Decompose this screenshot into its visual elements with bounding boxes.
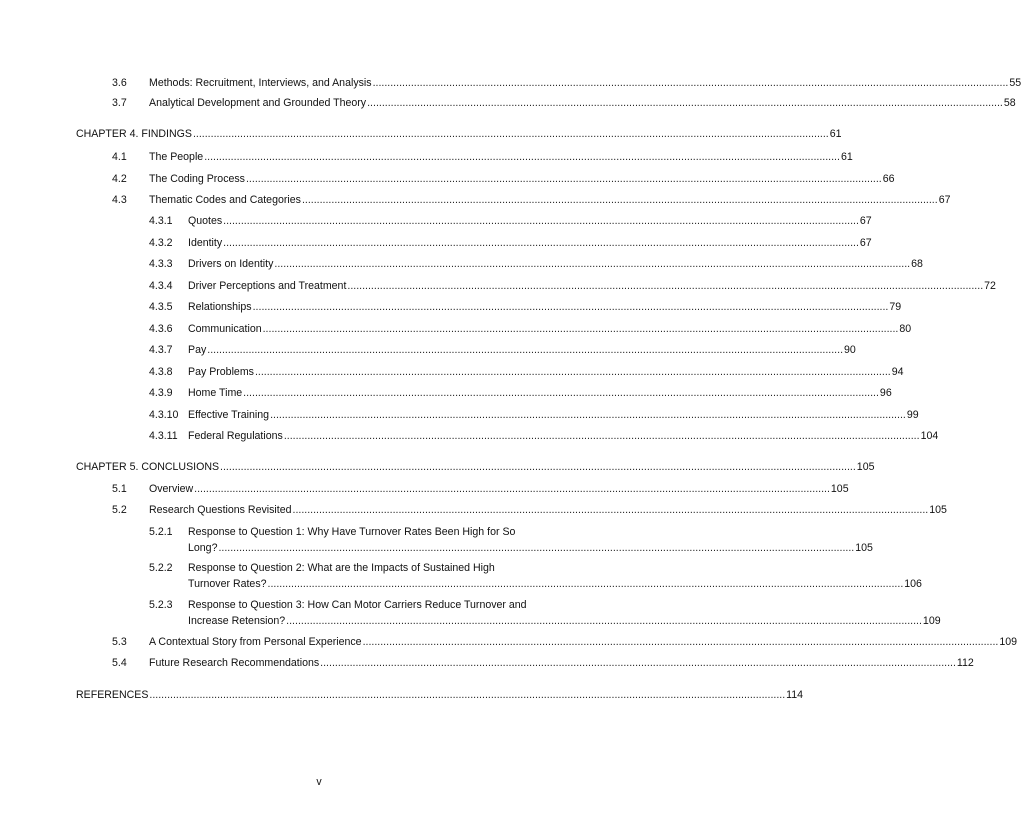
dot-leader: ........................................................................................................................................................................................................................	[283, 430, 920, 442]
toc-entry-5-2-1[interactable]	[149, 524, 873, 556]
section-number: 4.3.1	[149, 215, 173, 227]
section-number: 5.2	[112, 504, 127, 516]
page-number: 105	[856, 461, 875, 473]
section-number: 4.3.2	[149, 237, 173, 249]
chapter-title: CHAPTER 5. CONCLUSIONS	[76, 461, 220, 473]
toc-entry-5-2[interactable]	[112, 502, 947, 518]
dot-leader: ........................................................................................................................................................................................................................	[149, 689, 786, 701]
section-title: Research Questions Revisited	[149, 504, 292, 516]
section-number: 3.7	[112, 97, 127, 109]
section-title: The Coding Process	[149, 173, 245, 185]
dot-leader: ........................................................................................................................................................................................................................	[274, 258, 911, 270]
toc-entry-4-3-10[interactable]	[149, 407, 919, 423]
section-number: 5.2.1	[149, 526, 173, 538]
toc-entry-4-3-3[interactable]	[149, 256, 923, 272]
toc-entry-4-3-11[interactable]	[149, 428, 939, 444]
dot-leader: ........................................................................................................................................................................................................................	[218, 542, 855, 554]
dot-leader: ........................................................................................................................................................................................................................	[245, 173, 882, 185]
dot-leader: ........................................................................................................................................................................................................................	[192, 128, 829, 140]
page-number: 79	[889, 301, 902, 313]
section-number: 4.3.6	[149, 323, 173, 335]
section-title-line2: Increase Retension?	[188, 615, 286, 627]
page-number: 112	[956, 657, 974, 669]
dot-leader: ........................................................................................................................................................................................................................	[286, 615, 922, 627]
page-number: 67	[859, 237, 872, 249]
dot-leader: ........................................................................................................................................................................................................................	[243, 387, 879, 399]
section-number: 5.2.2	[149, 562, 173, 574]
page-number: 105	[830, 483, 849, 495]
toc-entry-3-7[interactable]	[112, 95, 1016, 111]
section-title: Relationships	[188, 301, 252, 313]
chapter-title: REFERENCES	[76, 689, 149, 701]
page-number: 67	[859, 215, 872, 227]
section-title-line2: Turnover Rates?	[188, 578, 267, 590]
toc-entry-5-1[interactable]	[112, 481, 849, 497]
section-title: Thematic Codes and Categories	[149, 194, 301, 206]
dot-leader: ........................................................................................................................................................................................................................	[220, 461, 856, 473]
section-number: 4.3	[112, 194, 127, 206]
page-number: 105	[929, 504, 947, 516]
section-title: Overview	[149, 483, 194, 495]
page-number: 55	[1009, 77, 1021, 89]
section-title: A Contextual Story from Personal Experience	[149, 636, 362, 648]
section-number: 4.3.3	[149, 258, 173, 270]
toc-entry-4-3-4[interactable]	[149, 278, 996, 294]
dot-leader: ........................................................................................................................................................................................................................	[270, 409, 906, 421]
toc-references[interactable]	[76, 687, 804, 703]
page-number: 106	[904, 578, 922, 590]
section-title-line2: Long?	[188, 542, 218, 554]
page-number: 58	[1003, 97, 1016, 109]
section-title: Identity	[188, 237, 223, 249]
section-title: Home Time	[188, 387, 243, 399]
section-number: 4.1	[112, 151, 127, 163]
section-number: 5.3	[112, 636, 127, 648]
dot-leader: ........................................................................................................................................................................................................................	[252, 301, 889, 313]
section-title: Methods: Recruitment, Interviews, and Analysis	[149, 77, 372, 89]
section-number: 5.4	[112, 657, 127, 669]
toc-entry-5-2-3[interactable]	[149, 597, 941, 629]
section-number: 5.1	[112, 483, 127, 495]
page-number: 109	[999, 636, 1018, 648]
section-title-line1: Response to Question 1: Why Have Turnover Rates Been High for So	[188, 526, 516, 538]
page-number: 80	[899, 323, 912, 335]
toc-entry-5-2-2[interactable]	[149, 560, 922, 592]
toc-entry-4-3-8[interactable]	[149, 364, 904, 380]
page-number: 67	[938, 194, 951, 206]
toc-entry-5-3[interactable]	[112, 634, 1018, 650]
section-title: Effective Training	[188, 409, 270, 421]
page-number: 99	[906, 409, 919, 421]
dot-leader: ........................................................................................................................................................................................................................	[267, 578, 904, 590]
page-number: 66	[882, 173, 895, 185]
section-title: Quotes	[188, 215, 223, 227]
page-number: 90	[844, 344, 856, 356]
toc-entry-4-1[interactable]	[112, 149, 853, 165]
section-title: Drivers on Identity	[188, 258, 274, 270]
section-title: Federal Regulations	[188, 430, 283, 442]
page-number: 105	[855, 542, 873, 554]
toc-entry-4-3-9[interactable]	[149, 385, 892, 401]
section-title: Analytical Development and Grounded Theory	[149, 97, 367, 109]
section-title: Driver Perceptions and Treatment	[188, 280, 347, 292]
dot-leader: ........................................................................................................................................................................................................................	[292, 504, 929, 516]
toc-entry-4-3-7[interactable]	[149, 342, 856, 358]
section-title: Pay Problems	[188, 366, 254, 378]
dot-leader: ........................................................................................................................................................................................................................	[320, 657, 956, 669]
dot-leader: ........................................................................................................................................................................................................................	[207, 344, 844, 356]
toc-entry-4-3-1[interactable]	[149, 213, 872, 229]
page-number: 72	[984, 280, 996, 292]
section-number: 4.3.10	[149, 409, 179, 421]
toc-entry-5-4[interactable]	[112, 655, 974, 671]
section-number: 5.2.3	[149, 599, 173, 611]
chapter-title: CHAPTER 4. FINDINGS	[76, 128, 192, 140]
toc-chapter-5[interactable]	[76, 459, 875, 475]
section-number: 4.3.9	[149, 387, 173, 399]
page-number: 114	[786, 689, 804, 701]
section-number: 4.2	[112, 173, 127, 185]
dot-leader: ........................................................................................................................................................................................................................	[372, 77, 1009, 89]
dot-leader: ........................................................................................................................................................................................................................	[223, 237, 859, 249]
section-number: 4.3.5	[149, 301, 173, 313]
page-number: 96	[879, 387, 892, 399]
section-title-line1: Response to Question 2: What are the Impacts of Sustained High	[188, 562, 495, 574]
section-title: Communication	[188, 323, 262, 335]
section-title: Future Research Recommendations	[149, 657, 320, 669]
toc-entry-3-6[interactable]	[112, 75, 1021, 91]
section-number: 4.3.11	[149, 430, 178, 442]
section-number: 4.3.4	[149, 280, 173, 292]
page-number: 68	[911, 258, 923, 270]
toc-entry-4-3-6[interactable]	[149, 321, 912, 337]
dot-leader: ........................................................................................................................................................................................................................	[301, 194, 938, 206]
section-number: 3.6	[112, 77, 127, 89]
dot-leader: ........................................................................................................................................................................................................................	[262, 323, 899, 335]
toc-entry-4-2[interactable]	[112, 171, 895, 187]
toc-entry-4-3-5[interactable]	[149, 299, 902, 315]
dot-leader: ........................................................................................................................................................................................................................	[347, 280, 984, 292]
toc-chapter-4[interactable]	[76, 126, 842, 142]
page-number: 94	[891, 366, 904, 378]
section-title-line1: Response to Question 3: How Can Motor Carriers Reduce Turnover and	[188, 599, 527, 611]
page-number: 109	[922, 615, 941, 627]
dot-leader: ........................................................................................................................................................................................................................	[367, 97, 1003, 109]
page-number: 61	[840, 151, 853, 163]
dot-leader: ........................................................................................................................................................................................................................	[194, 483, 830, 495]
page-number: 104	[920, 430, 939, 442]
toc-entry-4-3-2[interactable]	[149, 235, 872, 251]
section-title: Pay	[188, 344, 207, 356]
dot-leader: ........................................................................................................................................................................................................................	[362, 636, 999, 648]
page-footer-number: v	[316, 776, 322, 788]
dot-leader: ........................................................................................................................................................................................................................	[254, 366, 891, 378]
dot-leader: ........................................................................................................................................................................................................................	[204, 151, 840, 163]
section-number: 4.3.7	[149, 344, 173, 356]
section-number: 4.3.8	[149, 366, 173, 378]
page-number: 61	[829, 128, 842, 140]
section-title: The People	[149, 151, 204, 163]
dot-leader: ........................................................................................................................................................................................................................	[223, 215, 859, 227]
toc-entry-4-3[interactable]	[112, 192, 951, 208]
